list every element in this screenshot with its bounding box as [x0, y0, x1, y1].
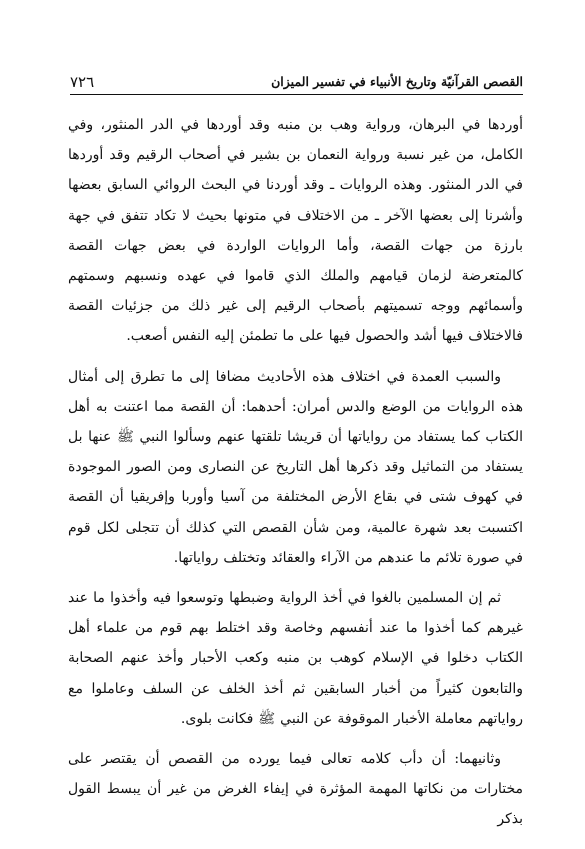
paragraph-2: والسبب العمدة في اختلاف هذه الأحاديث مضافا إلى ما تطرق إلى أمثال هذه الروايات من الوضع والدس أمران: أحدهما: أن القصة مما اعتنت به أهل الكتاب كما يستفاد من رواياتها أن قريشا تلقتها عنهم وسألوا النبي ﷺ عنها بل يستفاد من التماثيل وقد ذكرها أهل التاريخ عن النصارى ومن الصور الموجودة في كهوف شتى في بقاع الأرض المختلفة من آسيا وأوربا وإفريقيا أن القصة اكتسبت بعد شهرة عالمية، ومن شأن القصص التي كذلك أن تتجلى لكل قوم في صورة تلائم ما عندهم من الآراء والعقائد وتختلف رواياتها.	[68, 368, 523, 566]
paragraph-1: أوردها في البرهان، ورواية وهب بن منبه وقد أوردها في الدر المنثور، وفي الكامل، من غير نسبة ورواية النعمان بن بشير في أصحاب الرقيم وقد أوردها في الدر المنثور. وهذه الروايات ـ وقد أوردنا في البحث الروائي السابق بعضها وأشرنا إلى بعضها الآخر ـ من الاختلاف في متونها بحيث لا تكاد تتفق في جهة بارزة من جهات القصة، وأما الروايات الواردة في بعض جهات القصة كالمتعرضة لزمان قيامهم والملك الذي قاموا في عهده ونسبهم وسمتهم وأسمائهم ووجه تسميتهم بأصحاب الرقيم إلى غير ذلك من جزئيات القصة فالاختلاف فيها أشد والحصول فيها على ما تطمئن إليه النفس أصعب.	[68, 117, 523, 345]
running-title: القصص القرآنيّة وتاريخ الأنبياء في تفسير الميزان	[271, 74, 523, 89]
body-text	[68, 110, 523, 845]
paragraph-4: وثانيهما: أن دأب كلامه تعالى فيما يورده من القصص أن يقتصر على مختارات من نكاتها المهمة المؤثرة في إيفاء الغرض من غير أن يبسط القول بذكر	[68, 751, 523, 828]
page-header	[70, 58, 523, 95]
page-number: ٧٢٦	[70, 73, 95, 91]
paragraph-3: ثم إن المسلمين بالغوا في أخذ الرواية وضبطها وتوسعوا فيه وأخذوا ما عند غيرهم كما أخذوا ما عند أنفسهم وخاصة وقد اختلط بهم قوم من علماء أهل الكتاب دخلوا في الإسلام كوهب بن منبه وكعب الأحبار وأخذ عنهم الصحابة والتابعون كثيراً من أخبار السابقين ثم أخذ الخلف عن السلف وعاملوا مع رواياتهم معاملة الأخبار الموقوفة عن النبي ﷺ فكانت بلوى.	[68, 590, 523, 727]
